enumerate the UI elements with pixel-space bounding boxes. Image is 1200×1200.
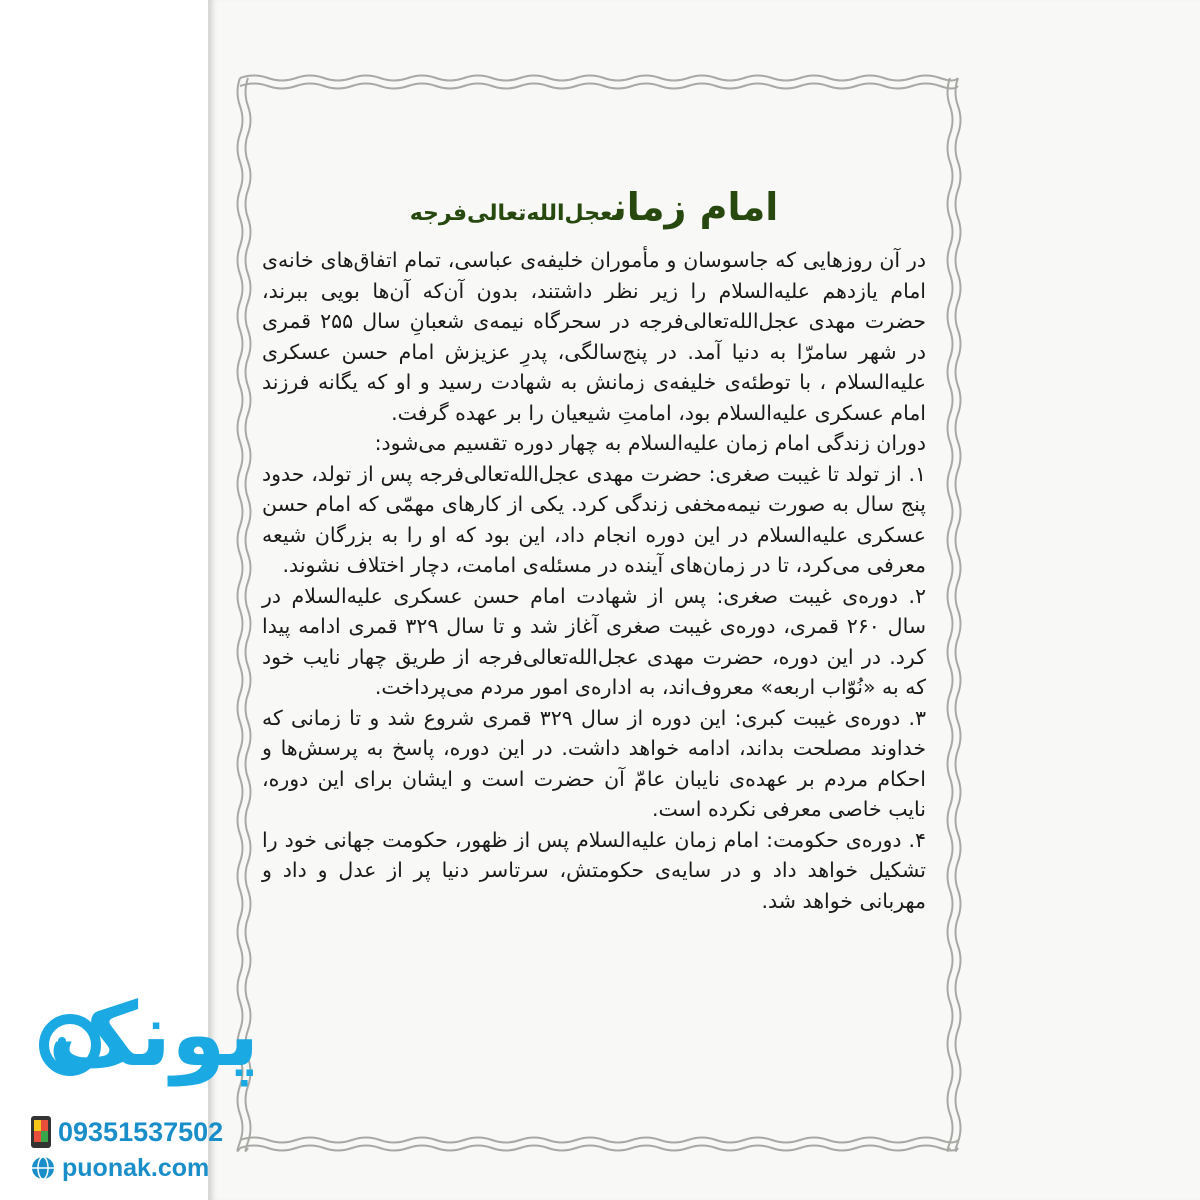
article-title (262, 180, 926, 241)
paragraph-period-4: ۴. دوره‌ی حکومت: امام زمان علیه‌السلام پس از ظهور، حکومت جهانی خود را تشکیل خواهد داد و در سایه‌ی حکومتش، سرتاسر دنیا پر از عدل و داد و مهربانی خواهد شد. (262, 827, 926, 913)
article (262, 180, 926, 916)
phone-icon (30, 1115, 52, 1149)
website-url: puonak.com (62, 1153, 210, 1182)
title-main: امام زمان (612, 185, 779, 229)
brand-logo-text: پونک (48, 983, 260, 1086)
globe-icon (30, 1155, 56, 1181)
contact-phone (30, 1112, 223, 1152)
paragraph-period-3: ۳. دوره‌ی غیبت کبری: این دوره از سال ۳۲۹ قمری شروع شد و تا زمانی که خداوند مصلحت بداند، ادامه خواهد داشت. در این دوره، پاسخ به پرسش‌ها و احکام مردم بر عهده‌ی نایبان عامّ آن حضرت است و ایشان برای این دوره، نایب خاصی معرفی نکرده است. (262, 705, 926, 821)
frame-right-outer (956, 78, 961, 1151)
paragraph-periods-intro: دوران زندگی امام زمان علیه‌السلام به چهار دوره تقسیم می‌شود: (374, 431, 926, 455)
frame-top-outer (240, 76, 958, 81)
paragraph-period-1: ۱. از تولد تا غیبت صغری: حضرت مهدی عجل‌الله‌تعالی‌فرجه پس از تولد، حدود پنج سال به صورت نیمه‌مخفی زندگی کرد. یکی از کارهای مهمّی که امام حسن عسکری علیه‌السلام در این دوره انجام داد، این بود که او را به بزرگان شیعه معرفی می‌کرد، تا در زمان‌های آینده در مسئله‌ی امامت، دچار اختلاف نشوند. (262, 461, 926, 577)
frame-bottom-inner (240, 1138, 958, 1143)
title-honorific: عجل‌الله‌تعالی‌فرجه (409, 201, 613, 226)
frame-top-inner (240, 84, 958, 89)
phone-number: 09351537502 (58, 1116, 224, 1147)
frame-bottom-outer (240, 1146, 958, 1151)
paragraph-period-2: ۲. دوره‌ی غیبت صغری: پس از شهادت امام حسن عسکری علیه‌السلام در سال ۲۶۰ قمری، دوره‌ی غیبت صغری آغاز شد و تا سال ۳۲۹ قمری ادامه پیدا کرد. در این دوره، حضرت مهدی عجل‌الله‌تعالی‌فرجه از طریق چهار نایب خود که به «نُوّاب اربعه» معروف‌اند، به اداره‌ی امور مردم می‌پرداخت. (262, 583, 926, 699)
contact-website (30, 1148, 209, 1188)
paragraph-intro: در آن روزهایی که جاسوسان و مأموران خلیفه‌ی عباسی، تمام اتفاق‌های خانه‌ی امام یازدهم علیه‌السلام را زیر نظر داشتند، بدون آن‌که آن‌ها بویی ببرند، حضرت مهدی عجل‌الله‌تعالی‌فرجه در سحرگاه نیمه‌ی شعبانِ سال ۲۵۵ قمری در شهر سامرّا به دنیا آمد. در پنج‌سالگی، پدرِ عزیزش امام حسن عسکری علیه‌السلام ، با توطئه‌ی خلیفه‌ی زمانش به شهادت رسید و او که یگانه فرزند امام عسکری علیه‌السلام بود، امامتِ شیعیان را بر عهده گرفت. (262, 248, 926, 425)
frame-right-inner (948, 78, 953, 1151)
